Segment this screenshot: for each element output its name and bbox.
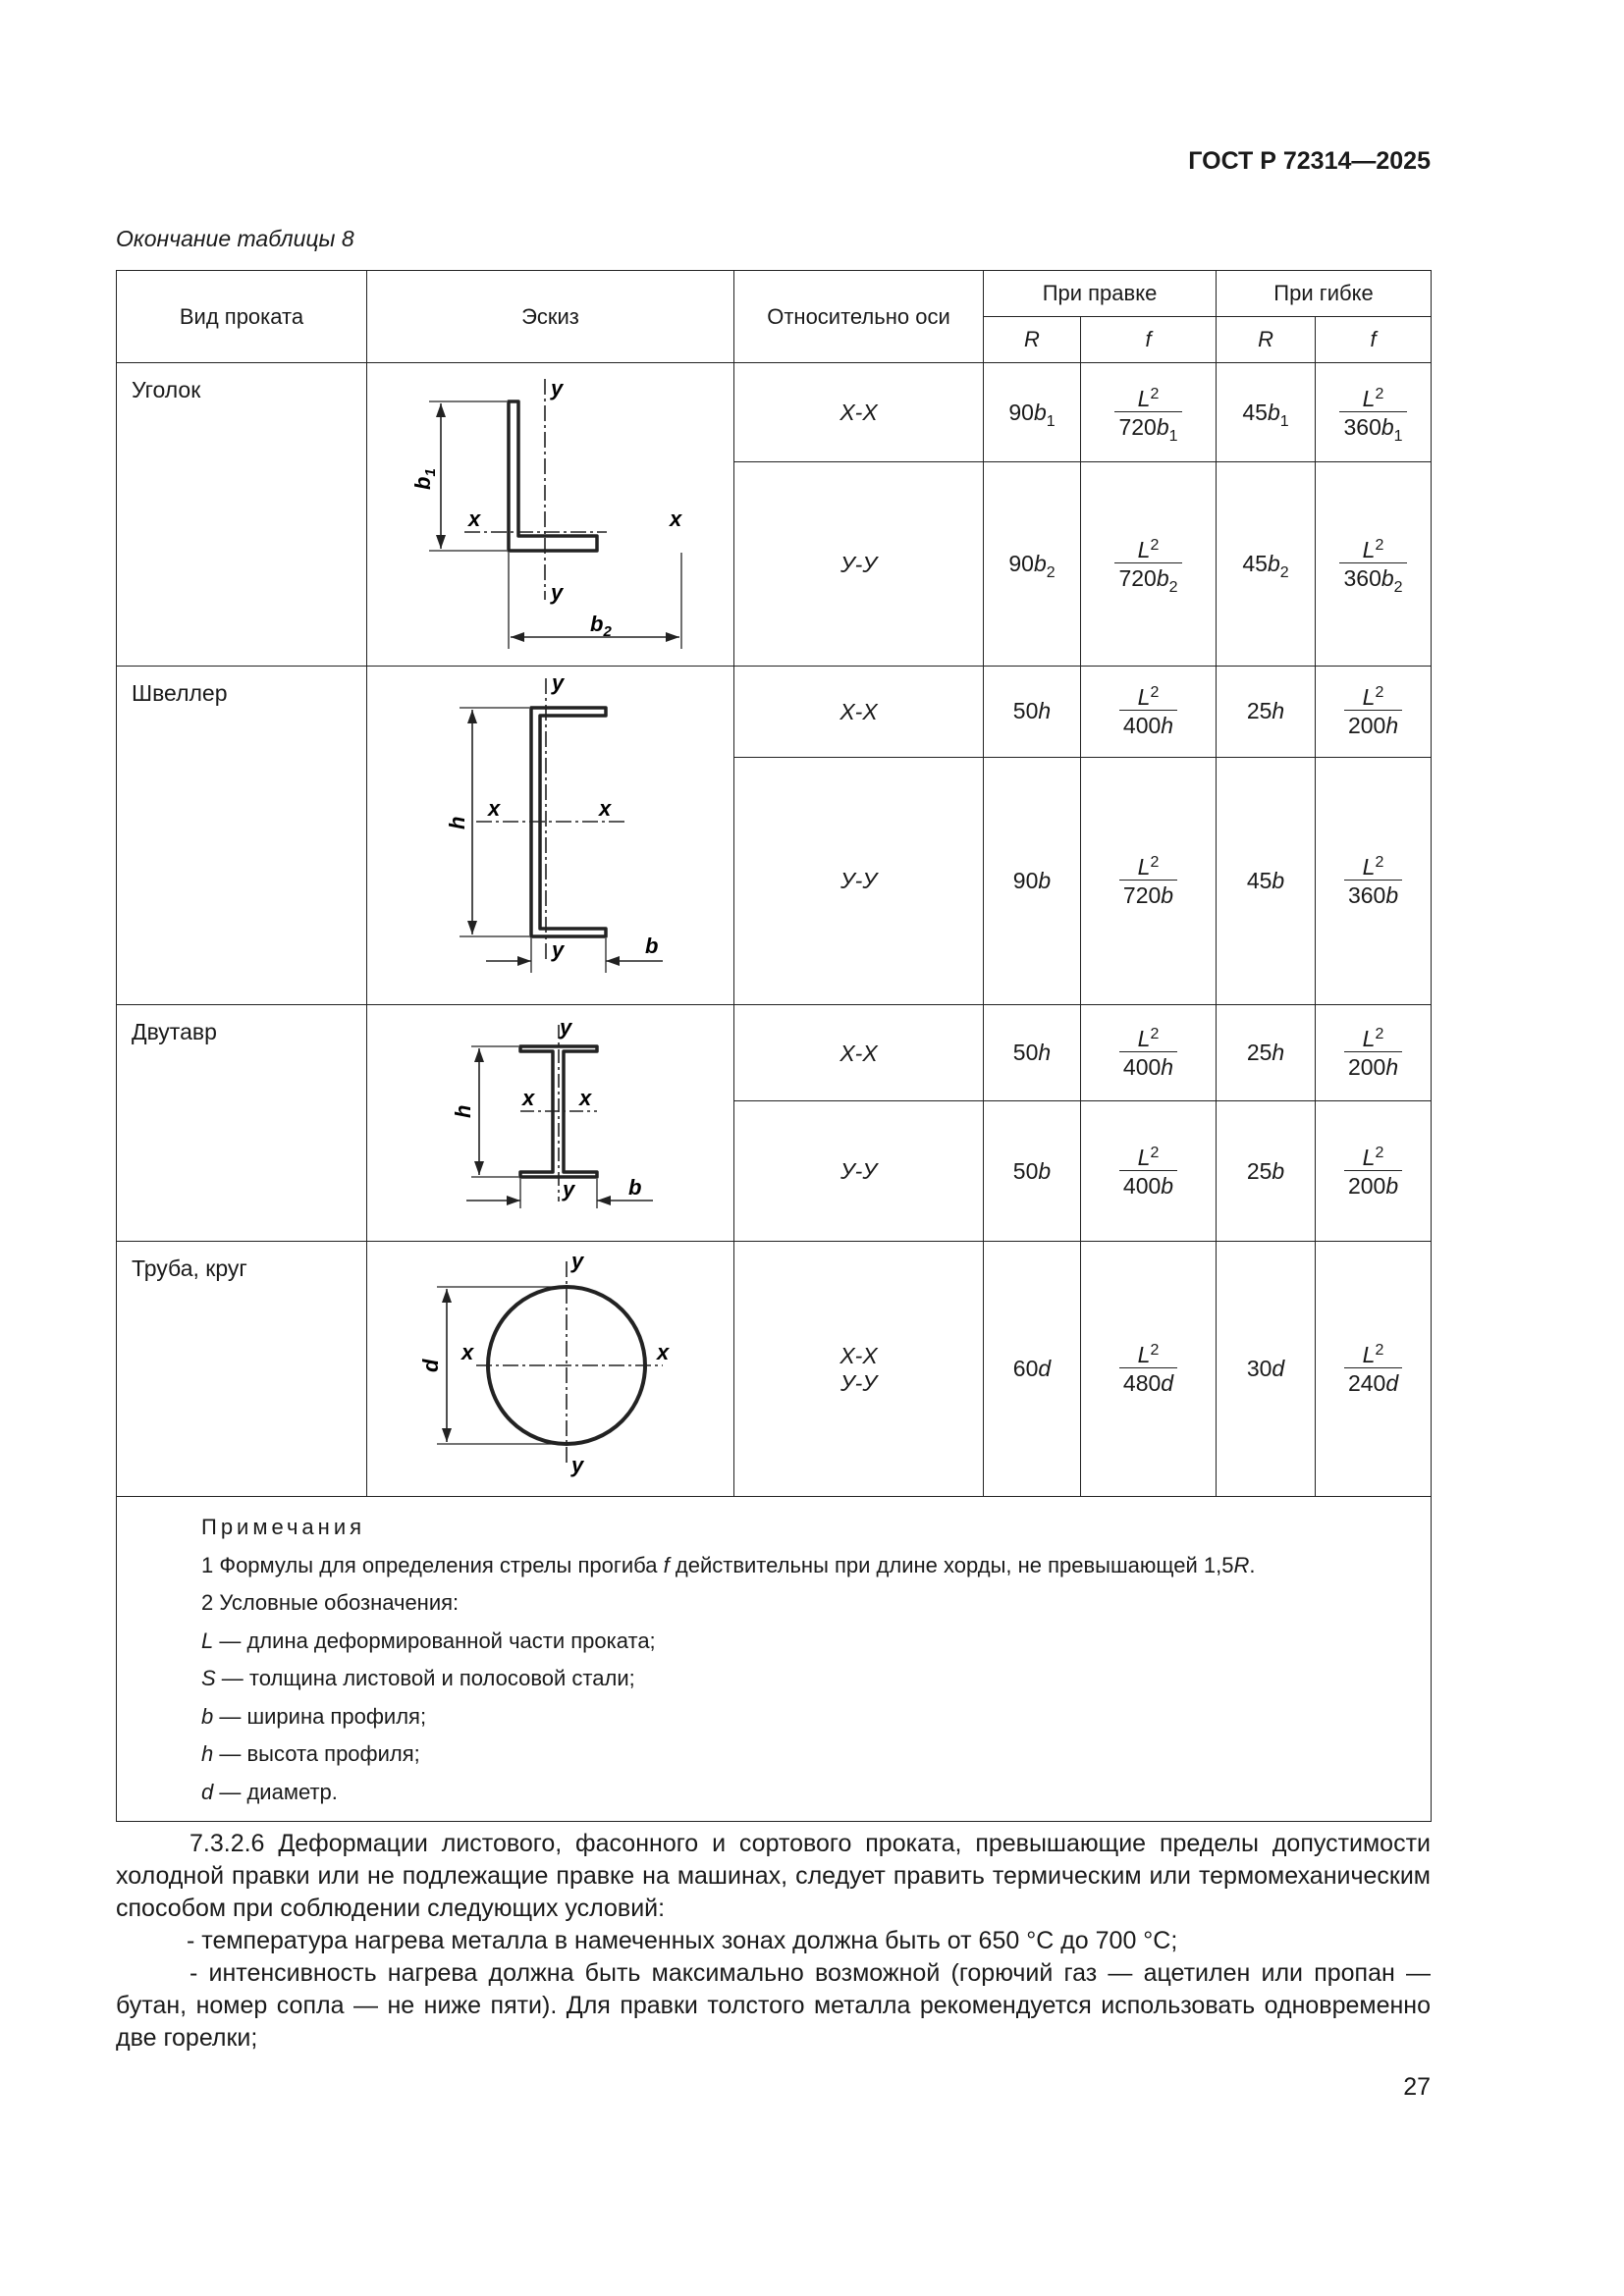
pipe-label-x-right: x (656, 1340, 669, 1364)
symbol-L: L — длина деформированной части проката; (201, 1628, 656, 1653)
ibeam-label-y-bottom: y (562, 1177, 574, 1201)
rolled-products-table (116, 270, 1432, 1822)
channel-sketch (368, 667, 733, 998)
angle-sketch-cell (367, 363, 734, 667)
angle-label-b2: $b_2$ (589, 612, 612, 640)
header-straightening-r: R (984, 317, 1081, 363)
ibeam-label-x-right: x (578, 1086, 591, 1110)
table-row (117, 1242, 1432, 1497)
angle-yy-straighten-r: $90b_2$ (984, 462, 1081, 667)
channel-yy-bend-f: $\frac{L^2}{360b}$ (1316, 757, 1432, 1004)
channel-label-x-left: x (487, 796, 500, 821)
header-bending-f: f (1316, 317, 1432, 363)
angle-xx-straighten-f: $\frac{L^2}{720b_1}$ (1081, 363, 1217, 462)
header-bending-r: R (1217, 317, 1316, 363)
table-caption: Окончание таблицы 8 (116, 226, 354, 251)
pipe-sketch (368, 1242, 733, 1490)
pipe-straighten-r: 60d (984, 1242, 1081, 1497)
pipe-label-y-top: y (570, 1249, 583, 1273)
table-row (117, 667, 1432, 758)
angle-label-b1: $b_1$ (409, 468, 439, 490)
ibeam-label-b: b (627, 1175, 641, 1200)
pipe-bend-r: 30d (1217, 1242, 1316, 1497)
channel-xx-bend-r: 25h (1217, 667, 1316, 758)
channel-yy-bend-r: 45b (1217, 757, 1316, 1004)
ibeam-xx-straighten-r: 50h (984, 1005, 1081, 1101)
angle-label-x-right: x (669, 507, 681, 531)
pipe-label-d: d (417, 1359, 443, 1372)
header-type: Вид проката (117, 271, 367, 363)
bullet-intensity: - интенсивность нагрева должна быть максимально возможной (горючий газ — ацетилен или пропан — бутан, номер сопла — не ниже пяти). Для правки толстого металла рекомендуется использовать одновременно две горелки; (116, 1959, 1431, 2052)
page-number: 27 (1403, 2073, 1431, 2101)
channel-yy-straighten-f: $\frac{L^2}{720b}$ (1081, 757, 1217, 1004)
ibeam-label-h: h (450, 1104, 475, 1118)
ibeam-yy-straighten-f: $\frac{L^2}{400b}$ (1081, 1101, 1217, 1242)
angle-axis-xx: X-X (734, 363, 984, 462)
symbol-b: b — ширина профиля; (201, 1703, 427, 1729)
angle-yy-straighten-f: $\frac{L^2}{720b_2}$ (1081, 462, 1217, 667)
row-name-angle: Уголок (117, 363, 367, 667)
pipe-axes: X-X У-У (734, 1242, 984, 1497)
symbol-h: h — высота профиля; (201, 1741, 420, 1766)
ibeam-label-x-left: x (521, 1086, 534, 1110)
channel-label-x-right: x (598, 796, 611, 821)
ibeam-axis-xx: X-X (734, 1005, 984, 1101)
pipe-bend-f: $\frac{L^2}{240d}$ (1316, 1242, 1432, 1497)
notes-cell (117, 1497, 1432, 1822)
pipe-label-y-bottom: y (570, 1453, 583, 1477)
ibeam-yy-straighten-r: 50b (984, 1101, 1081, 1242)
angle-axis-yy: У-У (734, 462, 984, 667)
document-header: ГОСТ Р 72314—2025 (1188, 147, 1431, 175)
symbol-S: S — толщина листовой и полосовой стали; (201, 1666, 635, 1690)
header-row-1 (117, 271, 1432, 317)
angle-sketch (368, 364, 733, 659)
ibeam-xx-bend-f: $\frac{L^2}{200h}$ (1316, 1005, 1432, 1101)
notes-heading: Примечания (201, 1515, 366, 1539)
paragraph-7-3-2-6: 7.3.2.6 Деформации листового, фасонного и сортового проката, превышающие пределы допустимости холодной правки или не подлежащие правке на машинах, следует править термическим или термомеханическим способом при соблюдении следующих условий: (116, 1830, 1431, 1922)
header-bending: При гибке (1217, 271, 1432, 317)
pipe-straighten-f: $\frac{L^2}{480d}$ (1081, 1242, 1217, 1497)
channel-yy-straighten-r: 90b (984, 757, 1081, 1004)
pipe-label-x-left: x (460, 1340, 473, 1364)
channel-label-h: h (444, 816, 469, 829)
channel-xx-bend-f: $\frac{L^2}{200h}$ (1316, 667, 1432, 758)
symbol-d: d — диаметр. (201, 1779, 338, 1804)
channel-sketch-cell (367, 667, 734, 1005)
header-axis: Относительно оси (734, 271, 984, 363)
channel-axis-yy: У-У (734, 757, 984, 1004)
table-row (117, 1005, 1432, 1101)
notes-row (117, 1497, 1432, 1822)
angle-label-x-left: x (467, 507, 480, 531)
header-sketch: Эскиз (367, 271, 734, 363)
row-name-ibeam: Двутавр (117, 1005, 367, 1242)
angle-xx-straighten-r: $90b_1$ (984, 363, 1081, 462)
ibeam-axis-yy: У-У (734, 1101, 984, 1242)
ibeam-sketch-cell (367, 1005, 734, 1242)
bullet-temperature: - температура нагрева металла в намеченных зонах должна быть от 650 °С до 700 °С; (187, 1927, 1178, 1954)
pipe-sketch-cell (367, 1242, 734, 1497)
channel-label-b: b (644, 934, 658, 958)
body-text (116, 1828, 1431, 2055)
channel-label-y-top: y (551, 670, 564, 695)
channel-axis-xx: X-X (734, 667, 984, 758)
angle-yy-bend-f: $\frac{L^2}{360b_2}$ (1316, 462, 1432, 667)
angle-xx-bend-f: $\frac{L^2}{360b_1}$ (1316, 363, 1432, 462)
row-name-pipe: Труба, круг (117, 1242, 367, 1497)
angle-yy-bend-r: $45b_2$ (1217, 462, 1316, 667)
ibeam-yy-bend-f: $\frac{L^2}{200b}$ (1316, 1101, 1432, 1242)
table-row (117, 363, 1432, 462)
angle-label-y-bottom: y (550, 580, 563, 605)
ibeam-sketch (368, 1005, 733, 1235)
ibeam-label-y-top: y (559, 1015, 571, 1040)
header-straightening: При правке (984, 271, 1217, 317)
channel-xx-straighten-r: 50h (984, 667, 1081, 758)
channel-xx-straighten-f: $\frac{L^2}{400h}$ (1081, 667, 1217, 758)
header-straightening-f: f (1081, 317, 1217, 363)
row-name-channel: Швеллер (117, 667, 367, 1005)
ibeam-xx-straighten-f: $\frac{L^2}{400h}$ (1081, 1005, 1217, 1101)
angle-xx-bend-r: $45b_1$ (1217, 363, 1316, 462)
channel-label-y-bottom: y (551, 937, 564, 962)
angle-label-y-top: y (550, 376, 563, 400)
note-1: 1 Формулы для определения стрелы прогиба f действительны при длине хорды, не превышающей 1,5R. (201, 1552, 1256, 1577)
note-2: 2 Условные обозначения: (201, 1590, 460, 1615)
ibeam-xx-bend-r: 25h (1217, 1005, 1316, 1101)
ibeam-yy-bend-r: 25b (1217, 1101, 1316, 1242)
